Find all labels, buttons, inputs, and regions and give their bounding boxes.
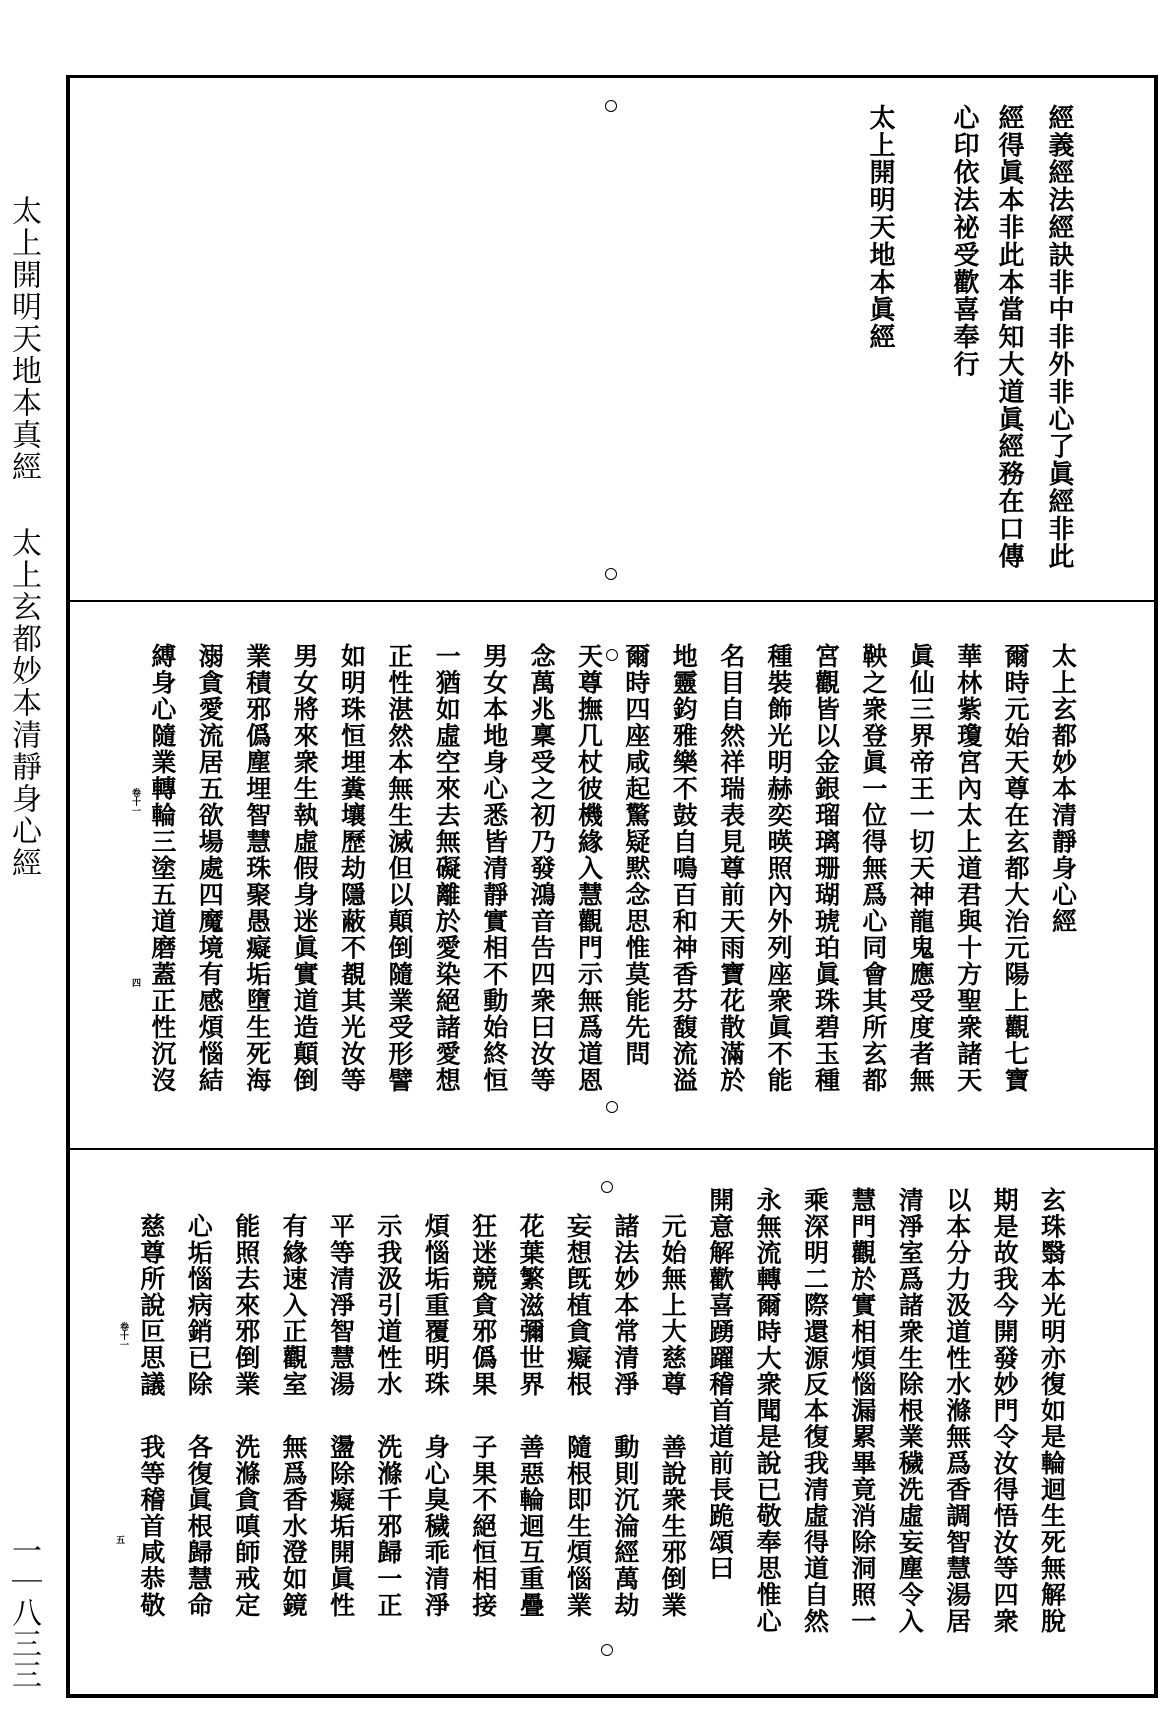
text-column: 天尊撫几杖彼機緣入慧觀門示無爲道恩 [574, 643, 604, 1094]
verse-line-second: 洗滌貪嗔師戒定 [231, 1434, 261, 1619]
text-column: 念萬兆稟受之初乃發鴻音告四衆曰汝等 [527, 643, 557, 1094]
text-column: 男女本地身心悉皆清靜實相不動始終恒 [479, 643, 509, 1094]
fold-mark-juan: 卷十一 [118, 1322, 128, 1349]
verse-line-first: 元始無上大慈尊 [658, 1213, 688, 1398]
text-column: 眞仙三界帝王一切天神龍鬼應受度者無 [906, 643, 936, 1094]
text-column: 如明珠恒埋糞壤歷劫隱蔽不覩其光汝等 [337, 643, 367, 1094]
text-column: 爾時元始天尊在玄都大治元陽上觀七寶 [1001, 643, 1031, 1094]
text-column: 爾時四座咸起驚疑黙念思惟莫能先問 [621, 643, 651, 1067]
binding-hole-circle [605, 568, 617, 580]
section-divider-lower [70, 1148, 1154, 1150]
text-column: 期是故我今開發妙門令汝得悟汝等四衆 [990, 1187, 1020, 1635]
verse-line-second: 隨根即生煩惱業 [563, 1434, 593, 1619]
text-column: 業積邪僞塵埋智慧珠聚愚癡垢墮生死海 [242, 643, 272, 1094]
verse-line-second: 子果不絕恒相接 [468, 1434, 498, 1619]
margin-page-number: 一｜八三三 [6, 1535, 41, 1690]
verse-line-first: 花葉繁滋彌世界 [516, 1213, 546, 1398]
text-column: 經得眞本非此本當知大道眞經務在口傳 [994, 104, 1024, 570]
margin-title-2: 太上玄都妙本清靜身心經 [6, 527, 41, 879]
verse-line-second: 動則沉淪經萬劫 [610, 1434, 640, 1619]
binding-hole-circle [606, 1101, 618, 1113]
verse-line-first: 煩惱垢重覆明珠 [421, 1213, 451, 1398]
text-column: 乘深明二際還源反本復我清虛得道自然 [800, 1187, 830, 1635]
verse-line-first: 有緣速入正觀室 [279, 1213, 309, 1398]
text-column: 華林紫瓊宮內太上道君與十方聖衆諸天 [953, 643, 983, 1094]
text-column: 玄珠翳本光明亦復如是輪迴生死無解脫 [1037, 1187, 1067, 1635]
text-column: 以本分力汲道性水滌無爲香調智慧湯居 [942, 1187, 972, 1635]
binding-hole-circle [606, 649, 618, 661]
text-column: 心印依法祕受歡喜奉行 [949, 104, 979, 378]
text-column: 開意解歡喜踴躍稽首道前長跪頌曰 [705, 1187, 735, 1582]
verse-line-second: 善說衆生邪倒業 [658, 1434, 688, 1619]
text-column: 經義經法經訣非中非外非心了眞經非此 [1044, 104, 1074, 570]
verse-line-second: 善惡輪迴互重疊 [516, 1434, 546, 1619]
verse-line-second: 身心臭穢乖清淨 [421, 1434, 451, 1619]
text-column: 一猶如虛空來去無礙離於愛染絕諸愛想 [432, 643, 462, 1094]
text-column: 男女將來衆生執虛假身迷眞實道造顛倒 [290, 643, 320, 1094]
verse-line-second: 盪除癡垢開眞性 [326, 1434, 356, 1619]
text-column: 宮觀皆以金銀瑠璃珊瑚琥珀眞珠碧玉種 [811, 643, 841, 1094]
text-column: 慧門觀於實相煩惱漏累畢竟消除洞照一 [847, 1187, 877, 1635]
text-column: 正性湛然本無生滅但以顛倒隨業受形譬 [384, 643, 414, 1094]
section-divider-upper [70, 600, 1154, 602]
binding-hole-circle [605, 100, 617, 112]
text-column: 名目自然祥瑞表見尊前天雨寶花散滿於 [716, 643, 746, 1094]
text-column: 地靈鈞雅樂不鼓自鳴百和神香芬馥流溢 [669, 643, 699, 1094]
closing-title: 太上開明天地本眞經 [865, 104, 895, 351]
verse-line-second: 我等稽首咸恭敬 [136, 1434, 166, 1619]
verse-line-second: 無爲香水澄如鏡 [279, 1434, 309, 1619]
verse-line-first: 心垢惱病銷已除 [184, 1213, 214, 1398]
sutra-title: 太上玄都妙本清靜身心經 [1048, 643, 1078, 935]
text-column: 種裝飾光明赫奕暎照內外列座衆眞不能 [764, 643, 794, 1094]
fold-mark-leaf: 五 [114, 1535, 124, 1544]
fold-mark-juan: 卷十一 [130, 788, 140, 815]
text-column: 鞅之衆登眞一位得無爲心同會其所玄都 [858, 643, 888, 1094]
verse-line-first: 慈尊所說叵思議 [136, 1213, 166, 1398]
verse-line-first: 狂迷競貪邪僞果 [468, 1213, 498, 1398]
text-column: 清淨室爲諸衆生除根業穢洗虛妄塵令入 [895, 1187, 925, 1635]
verse-line-second: 各復眞根歸慧命 [184, 1434, 214, 1619]
verse-line-first: 能照去來邪倒業 [231, 1213, 261, 1398]
text-column: 溺貪愛流居五欲場處四魔境有感煩惱結 [195, 643, 225, 1094]
binding-hole-circle [601, 1181, 613, 1193]
text-column: 縛身心隨業轉輪三塗五道磨蓋正性沉沒 [147, 643, 177, 1094]
fold-mark-leaf: 四 [130, 978, 140, 987]
verse-line-first: 諸法妙本常清淨 [610, 1213, 640, 1398]
verse-line-first: 示我汲引道性水 [373, 1213, 403, 1398]
verse-line-first: 平等清淨智慧湯 [326, 1213, 356, 1398]
verse-line-second: 洗滌千邪歸一正 [373, 1434, 403, 1619]
margin-title-1: 太上開明天地本真經 [6, 195, 41, 483]
binding-hole-circle [601, 1644, 613, 1656]
text-column: 永無流轉爾時大衆聞是說已敬奉思惟心 [753, 1187, 783, 1635]
verse-line-first: 妄想旣植貪癡根 [563, 1213, 593, 1398]
